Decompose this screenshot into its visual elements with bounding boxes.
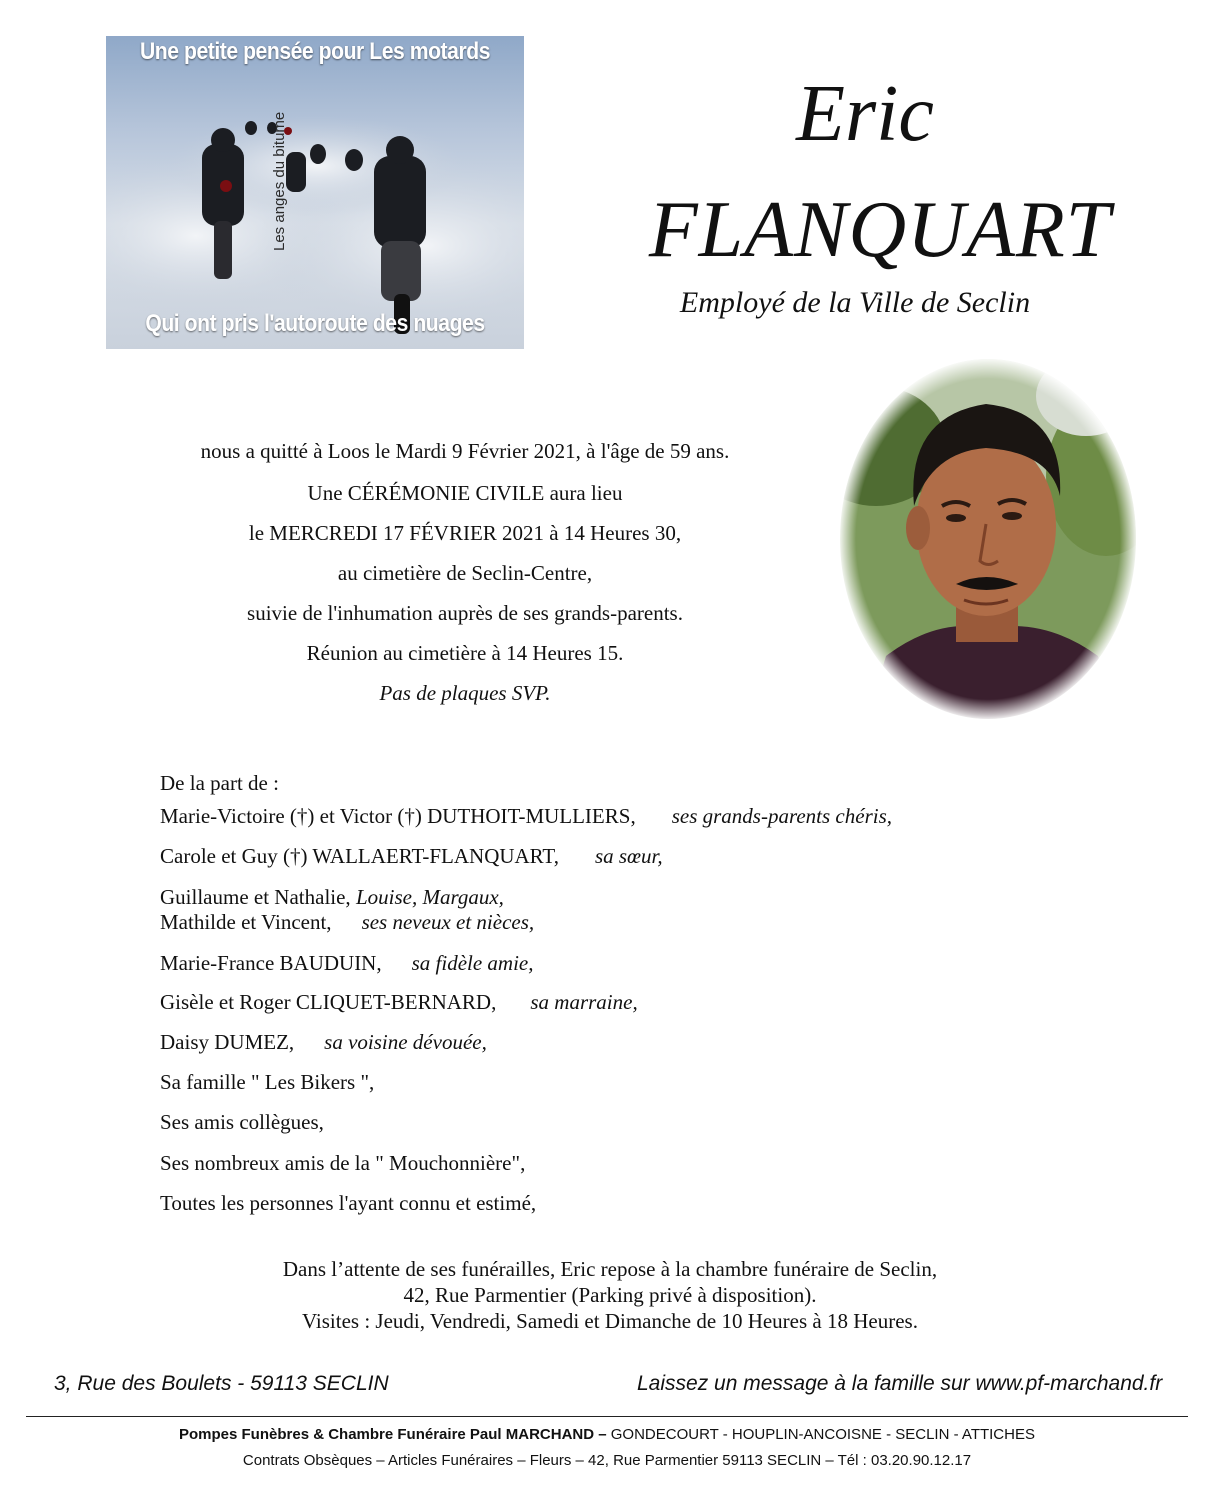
announcement-line: le MERCREDI 17 FÉVRIER 2021 à 14 Heures 30, bbox=[248, 521, 682, 545]
family-entry bbox=[160, 803, 892, 829]
family-entry bbox=[160, 843, 663, 869]
family-relation: Louise, Margaux, bbox=[355, 885, 504, 909]
last-name: FLANQUART bbox=[648, 186, 1112, 274]
family-names: Gisèle et Roger CLIQUET-BERNARD, bbox=[160, 990, 497, 1014]
family-relation: sa voisine dévouée, bbox=[324, 1030, 487, 1054]
family-names: Toutes les personnes l'ayant connu et estimé, bbox=[160, 1191, 537, 1215]
company-locations: GONDECOURT - HOUPLIN-ANCOISNE - SECLIN - ATTICHES bbox=[606, 1426, 1035, 1443]
family-entry bbox=[160, 884, 504, 910]
family-names: Ses amis collègues, bbox=[160, 1110, 324, 1134]
family-names: Carole et Guy (†) WALLAERT-FLANQUART, bbox=[160, 844, 559, 868]
announcement-line: nous a quitté à Loos le Mardi 9 Février 2021, à l'âge de 59 ans. bbox=[200, 439, 730, 463]
first-name: Eric bbox=[796, 70, 934, 158]
announcement-line: Une CÉRÉMONIE CIVILE aura lieu bbox=[307, 481, 623, 505]
banner-caption-top: Une petite pensée pour Les motards bbox=[139, 38, 491, 65]
family-relation: sa sœur, bbox=[594, 844, 663, 868]
banner-image bbox=[106, 36, 524, 349]
family-entry bbox=[160, 989, 638, 1015]
family-names: Sa famille " Les Bikers ", bbox=[160, 1070, 375, 1094]
family-entry bbox=[160, 1109, 324, 1135]
family-relation: ses neveux et nièces, bbox=[361, 910, 535, 934]
family-names: Marie-Victoire (†) et Victor (†) DUTHOIT-MULLIERS, bbox=[160, 804, 636, 828]
services-line: Contrats Obsèques – Articles Funéraires – Fleurs – 42, Rue Parmentier 59113 SECLIN – Tél : 03.20.90.12.17 bbox=[242, 1452, 972, 1469]
banner-caption-bottom: Qui ont pris l'autoroute des nuages bbox=[145, 310, 485, 337]
motorcyclists-illustration bbox=[106, 36, 524, 349]
company-name: Pompes Funèbres & Chambre Funéraire Paul MARCHAND – bbox=[179, 1426, 607, 1443]
portrait-illustration bbox=[836, 356, 1140, 722]
announcement-line: Réunion au cimetière à 14 Heures 15. bbox=[306, 641, 624, 665]
footer-divider bbox=[26, 1416, 1188, 1417]
rest-info-line: Visites : Jeudi, Vendredi, Samedi et Dimanche de 10 Heures à 18 Heures. bbox=[302, 1309, 918, 1333]
family-names: Guillaume et Nathalie, bbox=[160, 885, 351, 909]
family-relation: ses grands-parents chéris, bbox=[671, 804, 892, 828]
family-relation: sa marraine, bbox=[530, 990, 638, 1014]
announcement-line: suivie de l'inhumation auprès de ses grands-parents. bbox=[247, 601, 683, 625]
company-line bbox=[0, 1424, 1214, 1446]
family-entry bbox=[160, 909, 534, 935]
banner-side-text: Les anges du bitume bbox=[271, 111, 288, 251]
family-entry bbox=[160, 1190, 536, 1216]
rest-info-line: Dans l’attente de ses funérailles, Eric repose à la chambre funéraire de Seclin, bbox=[282, 1257, 938, 1281]
announcement-note: Pas de plaques SVP. bbox=[379, 681, 551, 705]
rest-info-line: 42, Rue Parmentier (Parking privé à disposition). bbox=[403, 1283, 817, 1307]
footer-address: 3, Rue des Boulets - 59113 SECLIN bbox=[54, 1372, 389, 1395]
employer-line: Employé de la Ville de Seclin bbox=[679, 286, 1031, 319]
portrait-photo bbox=[836, 356, 1140, 722]
family-entry bbox=[160, 950, 534, 976]
family-relation: sa fidèle amie, bbox=[411, 951, 534, 975]
family-entry bbox=[160, 1150, 525, 1176]
family-intro: De la part de : bbox=[160, 771, 279, 795]
family-names: Marie-France BAUDUIN, bbox=[160, 951, 382, 975]
family-names: Daisy DUMEZ, bbox=[160, 1030, 295, 1054]
family-entry bbox=[160, 1069, 374, 1095]
family-names: Ses nombreux amis de la " Mouchonnière", bbox=[160, 1151, 526, 1175]
announcement-line: au cimetière de Seclin-Centre, bbox=[337, 561, 593, 585]
family-names: Mathilde et Vincent, bbox=[160, 910, 332, 934]
family-entry bbox=[160, 1029, 487, 1055]
footer-message: Laissez un message à la famille sur www.pf-marchand.fr bbox=[637, 1372, 1163, 1395]
